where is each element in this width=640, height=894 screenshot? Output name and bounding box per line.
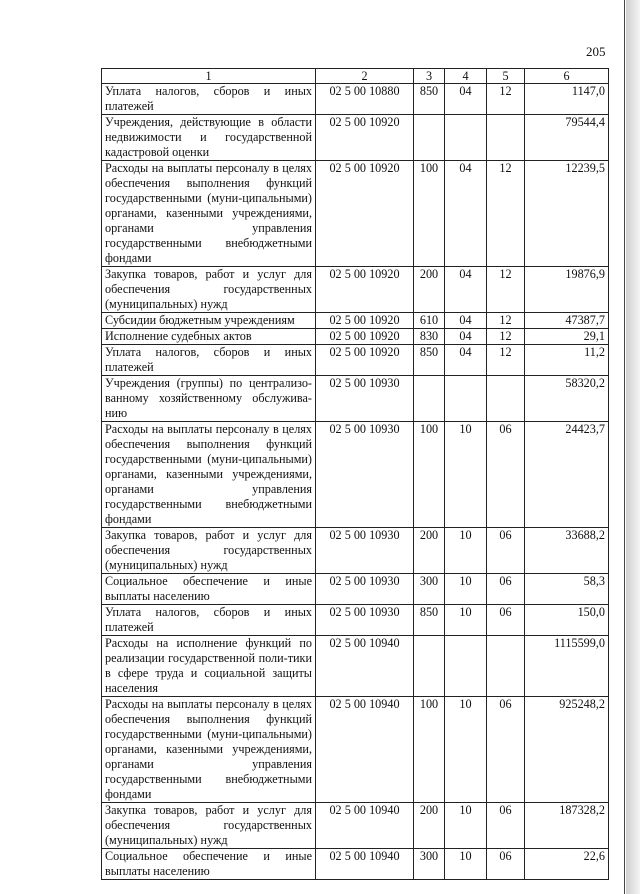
table-row bbox=[102, 161, 609, 267]
table-row bbox=[102, 636, 609, 697]
budget-table bbox=[101, 68, 609, 880]
row-rz: 10 bbox=[445, 574, 487, 605]
row-pr: 12 bbox=[487, 329, 525, 345]
row-name: Расходы на выплаты персоналу в целях обеспечения выполнения функций государственными (муни-ципальными) органами, казенными учреждениями, органами управления государственными внебюджетными фондами bbox=[102, 697, 316, 803]
row-name: Социальное обеспечение и иные выплаты населению bbox=[102, 574, 316, 605]
row-rz: 10 bbox=[445, 605, 487, 636]
row-sum: 22,6 bbox=[525, 849, 609, 880]
header-col-6: 6 bbox=[525, 69, 609, 84]
row-sum: 1115599,0 bbox=[525, 636, 609, 697]
row-rz: 04 bbox=[445, 267, 487, 313]
table-row bbox=[102, 574, 609, 605]
table-row bbox=[102, 422, 609, 528]
row-vr: 850 bbox=[414, 345, 445, 376]
row-name: Уплата налогов, сборов и иных платежей bbox=[102, 345, 316, 376]
row-name: Уплата налогов, сборов и иных платежей bbox=[102, 84, 316, 115]
row-sum: 1147,0 bbox=[525, 84, 609, 115]
row-name: Субсидии бюджетным учреждениям bbox=[102, 313, 316, 329]
row-sum: 11,2 bbox=[525, 345, 609, 376]
table-row bbox=[102, 376, 609, 422]
row-name: Расходы на исполнение функций по реализации государственной поли-тики в сфере труда и социальной защиты населения bbox=[102, 636, 316, 697]
row-code: 02 5 00 10920 bbox=[316, 267, 414, 313]
row-pr: 06 bbox=[487, 528, 525, 574]
row-pr: 06 bbox=[487, 422, 525, 528]
row-vr: 850 bbox=[414, 84, 445, 115]
row-vr bbox=[414, 636, 445, 697]
header-col-1: 1 bbox=[102, 69, 316, 84]
row-sum: 79544,4 bbox=[525, 115, 609, 161]
row-rz: 04 bbox=[445, 345, 487, 376]
row-name: Учреждения (группы) по централизо-ванному хозяйственному обслужива-нию bbox=[102, 376, 316, 422]
table-row bbox=[102, 849, 609, 880]
row-code: 02 5 00 10940 bbox=[316, 849, 414, 880]
row-pr: 12 bbox=[487, 345, 525, 376]
row-pr: 12 bbox=[487, 84, 525, 115]
row-pr bbox=[487, 376, 525, 422]
row-code: 02 5 00 10940 bbox=[316, 803, 414, 849]
row-code: 02 5 00 10930 bbox=[316, 422, 414, 528]
row-sum: 19876,9 bbox=[525, 267, 609, 313]
row-name: Закупка товаров, работ и услуг для обеспечения государственных (муниципальных) нужд bbox=[102, 803, 316, 849]
table-row bbox=[102, 267, 609, 313]
row-rz: 10 bbox=[445, 803, 487, 849]
row-vr: 610 bbox=[414, 313, 445, 329]
table-row bbox=[102, 528, 609, 574]
row-rz: 10 bbox=[445, 849, 487, 880]
row-vr: 300 bbox=[414, 849, 445, 880]
row-rz: 04 bbox=[445, 84, 487, 115]
row-sum: 150,0 bbox=[525, 605, 609, 636]
row-name: Уплата налогов, сборов и иных платежей bbox=[102, 605, 316, 636]
row-pr: 06 bbox=[487, 849, 525, 880]
row-pr: 06 bbox=[487, 803, 525, 849]
row-pr: 06 bbox=[487, 574, 525, 605]
row-vr bbox=[414, 115, 445, 161]
table-row bbox=[102, 115, 609, 161]
row-pr: 06 bbox=[487, 697, 525, 803]
row-rz bbox=[445, 636, 487, 697]
row-vr bbox=[414, 376, 445, 422]
row-rz: 04 bbox=[445, 329, 487, 345]
row-vr: 100 bbox=[414, 161, 445, 267]
row-pr: 12 bbox=[487, 313, 525, 329]
row-rz bbox=[445, 376, 487, 422]
row-code: 02 5 00 10920 bbox=[316, 329, 414, 345]
row-name: Закупка товаров, работ и услуг для обеспечения государственных (муниципальных) нужд bbox=[102, 267, 316, 313]
page-number: 205 bbox=[586, 44, 606, 59]
row-sum: 47387,7 bbox=[525, 313, 609, 329]
row-vr: 200 bbox=[414, 267, 445, 313]
header-col-2: 2 bbox=[316, 69, 414, 84]
table-row bbox=[102, 803, 609, 849]
header-col-4: 4 bbox=[445, 69, 487, 84]
row-code: 02 5 00 10930 bbox=[316, 605, 414, 636]
row-rz: 04 bbox=[445, 313, 487, 329]
row-code: 02 5 00 10920 bbox=[316, 161, 414, 267]
table-row bbox=[102, 697, 609, 803]
row-pr bbox=[487, 115, 525, 161]
row-vr: 200 bbox=[414, 803, 445, 849]
row-code: 02 5 00 10920 bbox=[316, 313, 414, 329]
row-pr: 12 bbox=[487, 161, 525, 267]
table-row bbox=[102, 605, 609, 636]
row-name: Учреждения, действующие в области недвижимости и государственной кадастровой оценки bbox=[102, 115, 316, 161]
row-code: 02 5 00 10930 bbox=[316, 376, 414, 422]
row-sum: 187328,2 bbox=[525, 803, 609, 849]
row-rz: 10 bbox=[445, 528, 487, 574]
row-code: 02 5 00 10880 bbox=[316, 84, 414, 115]
header-row bbox=[102, 69, 609, 84]
row-sum: 33688,2 bbox=[525, 528, 609, 574]
page-edge-line bbox=[624, 0, 625, 894]
row-rz: 04 bbox=[445, 161, 487, 267]
row-code: 02 5 00 10920 bbox=[316, 115, 414, 161]
header-col-5: 5 bbox=[487, 69, 525, 84]
row-code: 02 5 00 10940 bbox=[316, 697, 414, 803]
row-code: 02 5 00 10940 bbox=[316, 636, 414, 697]
row-name: Исполнение судебных актов bbox=[102, 329, 316, 345]
row-sum: 58,3 bbox=[525, 574, 609, 605]
row-pr: 12 bbox=[487, 267, 525, 313]
row-sum: 925248,2 bbox=[525, 697, 609, 803]
row-sum: 24423,7 bbox=[525, 422, 609, 528]
row-name: Расходы на выплаты персоналу в целях обеспечения выполнения функций государственными (муни-ципальными) органами, казенными учреждениями, органами управления государственными внебюджетными фондами bbox=[102, 161, 316, 267]
row-vr: 100 bbox=[414, 422, 445, 528]
row-name: Закупка товаров, работ и услуг для обеспечения государственных (муниципальных) нужд bbox=[102, 528, 316, 574]
row-pr: 06 bbox=[487, 605, 525, 636]
row-code: 02 5 00 10930 bbox=[316, 528, 414, 574]
row-sum: 58320,2 bbox=[525, 376, 609, 422]
row-vr: 830 bbox=[414, 329, 445, 345]
table-row bbox=[102, 329, 609, 345]
header-col-3: 3 bbox=[414, 69, 445, 84]
row-code: 02 5 00 10930 bbox=[316, 574, 414, 605]
row-name: Расходы на выплаты персоналу в целях обеспечения выполнения функций государственными (муни-ципальными) органами, казенными учреждениями, органами управления государственными внебюджетными фондами bbox=[102, 422, 316, 528]
row-vr: 100 bbox=[414, 697, 445, 803]
row-rz: 10 bbox=[445, 697, 487, 803]
row-vr: 850 bbox=[414, 605, 445, 636]
table-row bbox=[102, 84, 609, 115]
table-header bbox=[102, 69, 609, 84]
row-name: Социальное обеспечение и иные выплаты населению bbox=[102, 849, 316, 880]
table-row bbox=[102, 313, 609, 329]
row-vr: 300 bbox=[414, 574, 445, 605]
table-row bbox=[102, 345, 609, 376]
row-sum: 29,1 bbox=[525, 329, 609, 345]
row-sum: 12239,5 bbox=[525, 161, 609, 267]
row-pr bbox=[487, 636, 525, 697]
row-code: 02 5 00 10920 bbox=[316, 345, 414, 376]
row-vr: 200 bbox=[414, 528, 445, 574]
table-body bbox=[102, 84, 609, 880]
row-rz: 10 bbox=[445, 422, 487, 528]
page-edge-shadow bbox=[626, 0, 640, 894]
row-rz bbox=[445, 115, 487, 161]
